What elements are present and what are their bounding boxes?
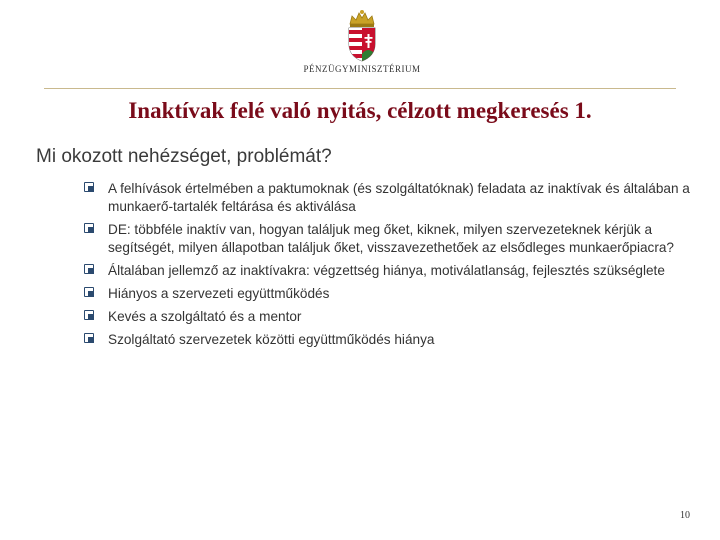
checkbox-bullet-icon xyxy=(84,264,94,274)
ministry-name: PÉNZÜGYMINISZTÉRIUM xyxy=(303,64,421,74)
slide-subtitle: Mi okozott nehézséget, problémát? xyxy=(36,146,332,167)
bullet-item xyxy=(84,221,694,257)
checkbox-bullet-icon xyxy=(84,287,94,297)
bullet-item xyxy=(84,285,694,303)
page-number: 10 xyxy=(680,510,690,521)
bullet-text: A felhívások értelmében a paktumoknak (és szolgáltatóknak) feladata az inaktívak és általában a munkaerő-tartalék feltárása és aktiválása xyxy=(108,181,690,214)
bullet-text: Kevés a szolgáltató és a mentor xyxy=(108,309,302,324)
checkbox-bullet-icon xyxy=(84,333,94,343)
checkbox-bullet-icon xyxy=(84,182,94,192)
bullet-text: Hiányos a szervezeti együttműködés xyxy=(108,286,330,301)
checkbox-bullet-icon xyxy=(84,223,94,233)
bullet-text: Általában jellemző az inaktívakra: végzettség hiánya, motiválatlanság, fejlesztés szükséglete xyxy=(108,263,665,278)
ministry-logo xyxy=(300,8,424,88)
bullet-list xyxy=(84,180,694,354)
title-divider xyxy=(44,88,676,89)
bullet-item xyxy=(84,262,694,280)
bullet-text: DE: többféle inaktív van, hogyan találjuk meg őket, kiknek, milyen szervezeteknek kérjük a segítségét, milyen állapotban találjuk őket, visszavezethetőek az elsődleges munkaerőpiacra? xyxy=(108,222,674,255)
bullet-item xyxy=(84,331,694,349)
slide-title: Inaktívak felé való nyitás, célzott megkeresés 1. xyxy=(128,98,592,123)
checkbox-bullet-icon xyxy=(84,310,94,320)
bullet-item xyxy=(84,180,694,216)
bullet-item xyxy=(84,308,694,326)
bullet-text: Szolgáltató szervezetek közötti együttműködés hiánya xyxy=(108,332,435,347)
coat-of-arms-icon xyxy=(345,8,379,62)
